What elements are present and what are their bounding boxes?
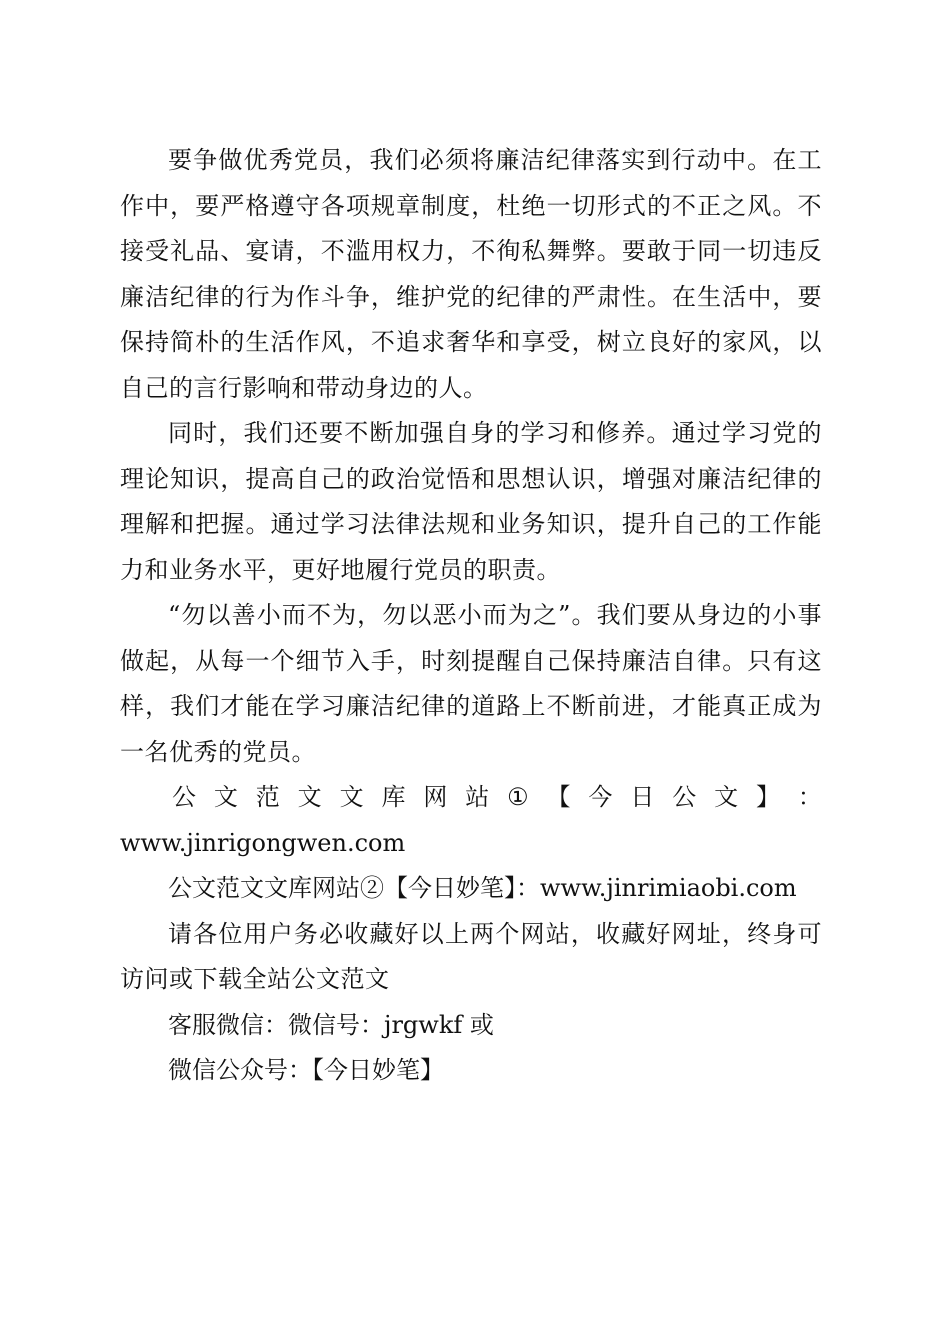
- wechat-service: 客服微信：微信号：jrgwkf 或: [168, 1010, 494, 1039]
- document-page: [120, 138, 822, 1094]
- bookmark-notice: 请各位用户务必收藏好以上两个网站，收藏好网址，终身可访问或下载全站公文范文: [120, 919, 822, 993]
- site-2-line: 公文范文文库网站②【今日妙笔】：www.jinrimiaobi.com: [168, 874, 797, 902]
- site-1-char: ①: [507, 783, 529, 811]
- site-1-url[interactable]: www.jinrigongwen.com: [120, 828, 406, 857]
- site-1-char: 文: [297, 783, 322, 811]
- site-1-label: [120, 775, 822, 821]
- site-1-char: 范: [255, 783, 280, 811]
- site-1-char: 库: [381, 783, 406, 811]
- site-1-char: 】: [755, 783, 780, 811]
- site-1-char: 【: [546, 783, 571, 811]
- site-1-block: [120, 775, 822, 866]
- site-1-char: ：: [797, 783, 822, 811]
- paragraph-2: 同时，我们还要不断加强自身的学习和修养。通过学习党的理论知识，提高自己的政治觉悟和思想认识，增强对廉洁纪律的理解和把握。通过学习法律法规和业务知识，提升自己的工作能力和业务水平，更好地履行党员的职责。: [120, 419, 822, 584]
- paragraph-1: 要争做优秀党员，我们必须将廉洁纪律落实到行动中。在工作中，要严格遵守各项规章制度，杜绝一切形式的不正之风。不接受礼品、宴请，不滥用权力，不徇私舞弊。要敢于同一切违反廉洁纪律的行为作斗争，维护党的纪律的严肃性。在生活中，要保持简朴的生活作风，不追求奢华和享受，树立良好的家风，以自己的言行影响和带动身边的人。: [120, 146, 822, 402]
- site-1-char: 文: [714, 783, 739, 811]
- site-1-char: 网: [423, 783, 448, 811]
- site-1-char: 今: [588, 783, 613, 811]
- wechat-official-account: 微信公众号：【今日妙笔】: [168, 1056, 444, 1084]
- site-1-char: 文: [339, 783, 364, 811]
- site-1-char: 公: [672, 783, 697, 811]
- site-1-char: 站: [465, 783, 490, 811]
- paragraph-3: “勿以善小而不为，勿以恶小而为之”。我们要从身边的小事做起，从每一个细节入手，时刻提醒自己保持廉洁自律。只有这样，我们才能在学习廉洁纪律的道路上不断前进，才能真正成为一名优秀的党员。: [120, 601, 822, 766]
- site-1-char: 文: [213, 783, 238, 811]
- site-1-char: 公: [172, 783, 196, 811]
- site-1-char: 日: [630, 783, 655, 811]
